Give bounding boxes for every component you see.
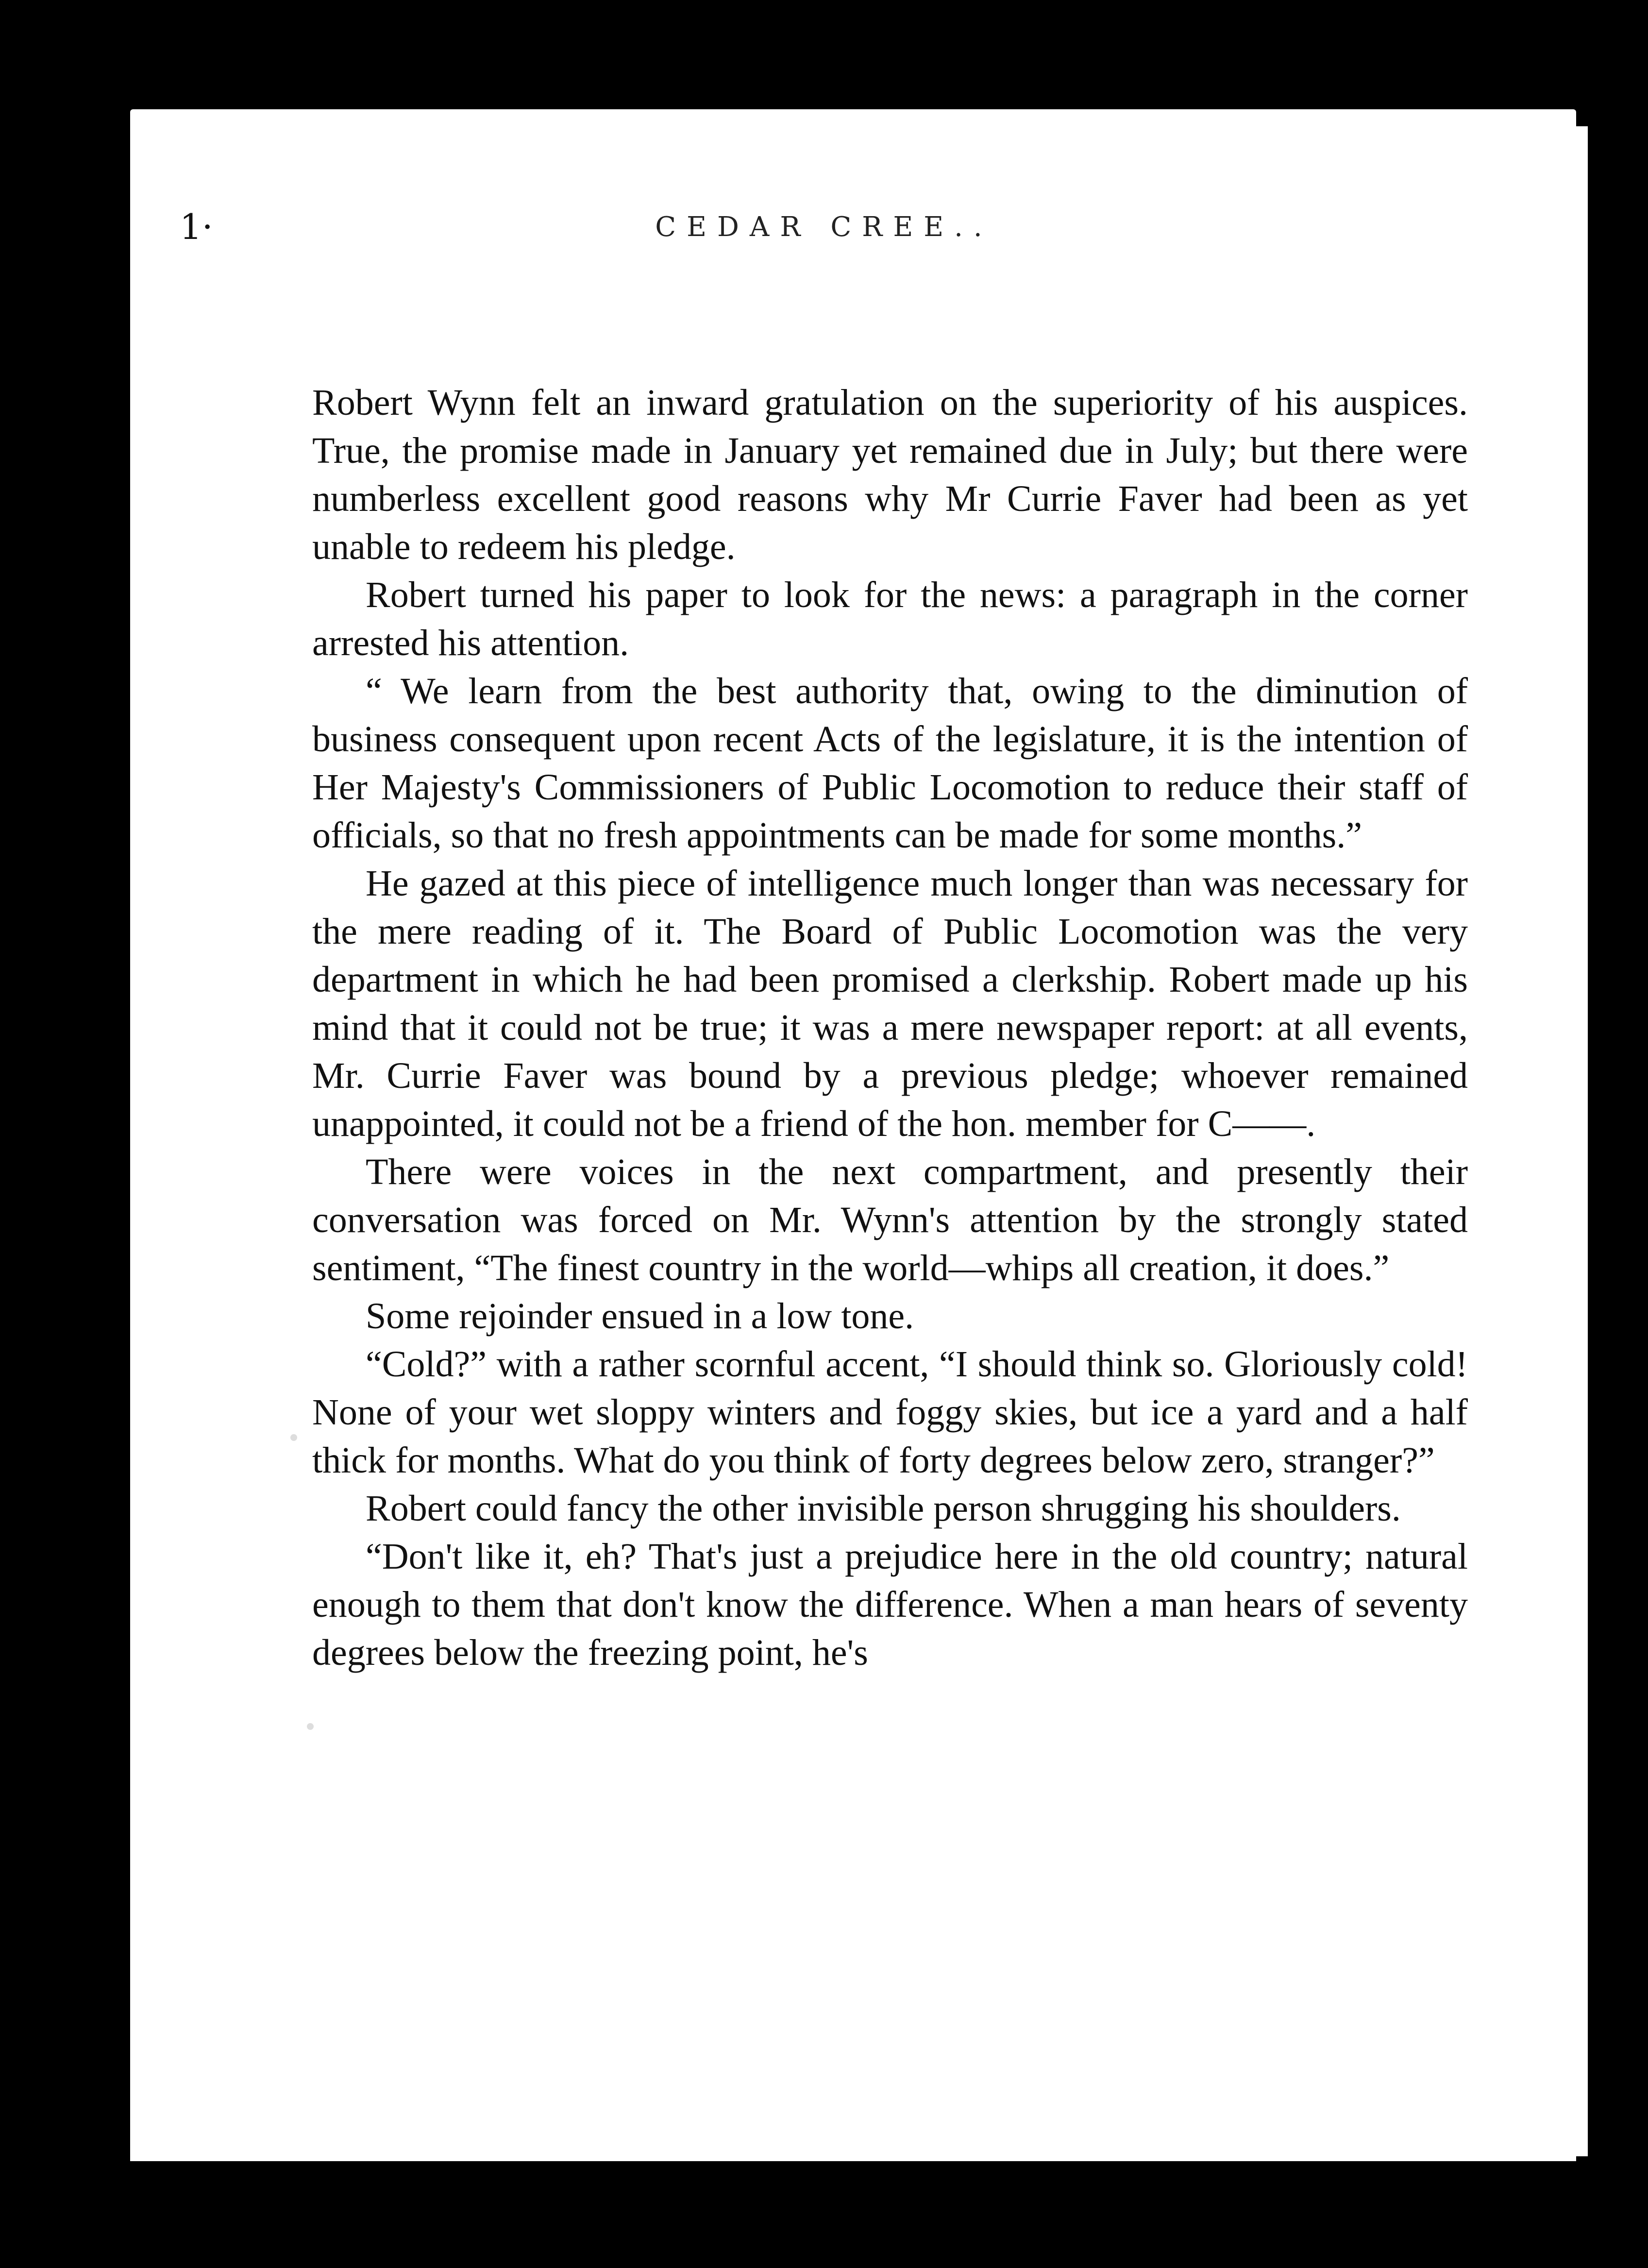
paragraph: He gazed at this piece of intelligence much longer than was necessary for the mere reading of it. The Board of Public Locomotion was the very department in which he had been promised a clerkship. Robert made up his mind that it could not be true; it was a mere newspaper report: at all events, Mr. Currie Faver was bound by a previous pledge; whoever remained unappointed, it could not be a friend of the hon. member for C——. [312,863,1468,1144]
paragraph: “Cold?” with a rather scornful accent, “I should think so. Gloriously cold! None of your wet sloppy winters and foggy skies, but ice a yard and a half thick for months. What do you think of forty degrees below zero, stranger?” [312,1344,1468,1481]
page-edge [1569,126,1588,2156]
paragraph: Some rejoinder ensued in a low tone. [366,1296,914,1337]
paragraph: “Don't like it, eh? That's just a prejudice here in the old country; natural enough to them that don't know the difference. When a man hears of seventy degrees below the freezing point, he's [312,1536,1468,1673]
paragraph: “ We learn from the best authority that, owing to the diminution of business consequent upon recent Acts of the legislature, it is the intention of Her Majesty's Commissioners of Public Locomotion to reduce their staff of officials, so that no fresh appointments can be made for some months.” [312,671,1468,856]
page-body [312,379,1468,1677]
running-head [180,206,1468,260]
paragraph: Robert Wynn felt an inward gratulation on the superiority of his auspices. True, the promise made in January yet remained due in July; but there were numberless excellent good reasons why Mr Currie Faver had been as yet unable to redeem his pledge. [312,382,1468,567]
page-number: 1· [180,206,213,247]
paragraph: Robert turned his paper to look for the news: a paragraph in the corner arrested his attention. [312,575,1468,663]
running-title: CEDAR CREE.. [655,211,993,243]
paragraph: There were voices in the next compartment, and presently their conversation was forced on Mr. Wynn's attention by the strongly stated sentiment, “The finest country in the world—whips all creation, it does.” [312,1151,1468,1288]
paragraph: Robert could fancy the other invisible person shrugging his shoulders. [366,1488,1401,1529]
margin-speck [307,1723,314,1730]
margin-speck [290,1434,297,1441]
